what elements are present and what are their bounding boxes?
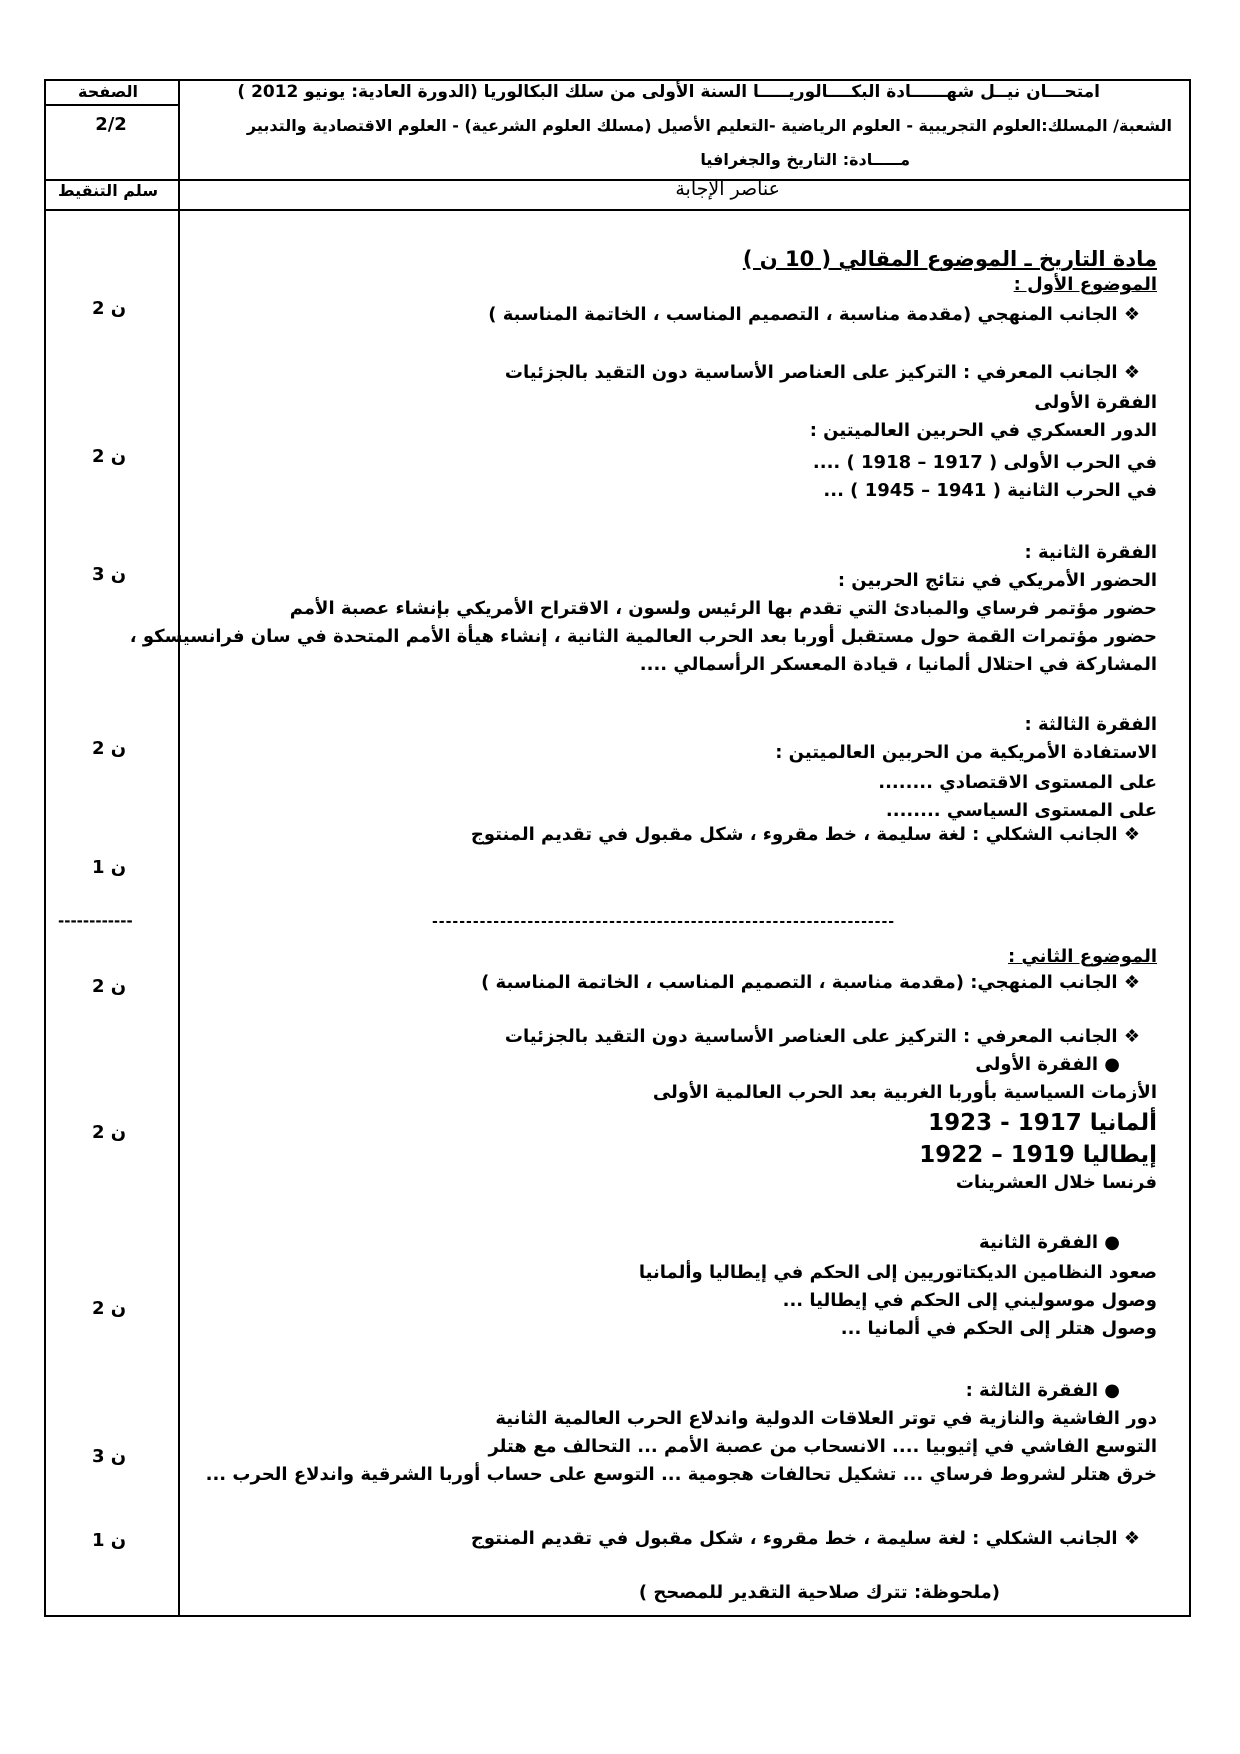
paragraph-line: ألمانيا 1917 - 1923 [928, 1110, 1157, 1136]
score-label: 3 ن [92, 1446, 127, 1467]
page-number: 2/2 [95, 114, 127, 135]
form-aspect: ❖ الجانب الشكلي : لغة سليمة ، خط مقروء ، شكل مقبول في تقديم المنتوج [470, 824, 1140, 845]
page-label: الصفحة [77, 82, 138, 101]
knowledge-aspect: ❖ الجانب المعرفي : التركيز على العناصر الأساسية دون التقيد بالجزئيات [504, 1026, 1140, 1047]
row-divider [46, 104, 178, 106]
paragraph-line: الاستفادة الأمريكية من الحربين العالميتين : [775, 742, 1157, 763]
score-label: 2 ن [92, 446, 127, 467]
row-divider [46, 209, 1189, 211]
exam-title: امتحـــان نيــل شهــــــادة البكــــالوريـــــا السنة الأولى من سلك البكالوريا (الدورة العادية: يونيو 2012 ) [237, 82, 1100, 102]
exam-stream: الشعبة/ المسلك:العلوم التجريبية - العلوم الرياضية -التعليم الأصيل (مسلك العلوم الشرعية) - العلوم الاقتصادية والتدبير [246, 116, 1172, 135]
scale-label: سلم التنقيط [57, 181, 159, 200]
paragraph-line: التوسع الفاشي في إثيوبيا .... الانسحاب من عصبة الأمم ... التحالف مع هتلر [488, 1436, 1157, 1457]
column-divider [178, 81, 180, 1615]
paragraph-line: فرنسا خلال العشرينات [955, 1172, 1157, 1193]
paragraph-line: دور الفاشية والنازية في توتر العلاقات الدولية واندلاع الحرب العالمية الثانية [495, 1408, 1157, 1429]
paragraph-line: إيطاليا 1919 – 1922 [919, 1142, 1157, 1168]
topic-two-heading: الموضوع الثاني : [1008, 946, 1157, 967]
exam-subject: مـــــادة: التاريخ والجغرافيا [700, 150, 910, 169]
paragraph-line: وصول هتلر إلى الحكم في ألمانيا ... [840, 1318, 1157, 1339]
method-aspect: ❖ الجانب المنهجي: (مقدمة مناسبة ، التصميم المناسب ، الخاتمة المناسبة ) [481, 972, 1140, 993]
score-label: 1 ن [92, 857, 127, 878]
score-separator: ------------ [58, 912, 133, 930]
section-divider: -------------------------------------------------------------------- [432, 914, 896, 930]
paragraph-line: المشاركة في احتلال ألمانيا ، قيادة المعسكر الرأسمالي .... [639, 654, 1157, 675]
score-label: 2 ن [92, 298, 127, 319]
paragraph-title: ● الفقرة الثالثة : [965, 1380, 1120, 1401]
paragraph-title: ● الفقرة الأولى [975, 1054, 1120, 1075]
paragraph-line: في الحرب الثانية ( 1941 – 1945 ) ... [823, 480, 1157, 501]
score-label: 3 ن [92, 564, 127, 585]
form-aspect: ❖ الجانب الشكلي : لغة سليمة ، خط مقروء ، شكل مقبول في تقديم المنتوج [470, 1528, 1140, 1549]
score-label: 2 ن [92, 738, 127, 759]
paragraph-line: على المستوى الاقتصادي ........ [878, 772, 1157, 793]
topic-one-heading: الموضوع الأول : [1013, 274, 1157, 295]
paragraph-line: الأزمات السياسية بأوربا الغربية بعد الحرب العالمية الأولى [652, 1082, 1157, 1103]
paragraph-title: ● الفقرة الثانية [979, 1232, 1120, 1253]
paragraph-line: صعود النظامين الديكتاتوريين إلى الحكم في إيطاليا وألمانيا [638, 1262, 1157, 1283]
method-aspect: ❖ الجانب المنهجي (مقدمة مناسبة ، التصميم المناسب ، الخاتمة المناسبة ) [488, 304, 1140, 325]
paragraph-line: حضور مؤتمرات القمة حول مستقبل أوربا بعد الحرب العالمية الثانية ، إنشاء هيأة الأمم المتحدة في سان فرانسيسكو ، [129, 626, 1157, 647]
paragraph-line: في الحرب الأولى ( 1917 – 1918 ) .... [812, 452, 1157, 473]
paragraph-title: الفقرة الثالثة : [1024, 714, 1157, 735]
paragraph-line: الحضور الأمريكي في نتائج الحربين : [837, 570, 1157, 591]
paragraph-line: وصول موسوليني إلى الحكم في إيطاليا ... [782, 1290, 1157, 1311]
paragraph-line: على المستوى السياسي ........ [885, 800, 1157, 821]
score-label: 1 ن [92, 1530, 127, 1551]
score-label: 2 ن [92, 976, 127, 997]
paragraph-line: حضور مؤتمر فرساي والمبادئ التي تقدم بها الرئيس ولسون ، الاقتراح الأمريكي بإنشاء عصبة الأمم [289, 598, 1157, 619]
paragraph-title: الفقرة الأولى [1034, 392, 1157, 413]
section-title: مادة التاريخ ـ الموضوع المقالي ( 10 ن ) [742, 247, 1157, 271]
note: (ملحوظة: تترك صلاحية التقدير للمصحح ) [638, 1582, 1000, 1603]
row-divider [46, 179, 1189, 181]
paragraph-line: الدور العسكري في الحربين العالميتين : [809, 420, 1157, 441]
paragraph-line: خرق هتلر لشروط فرساي ... تشكيل تحالفات هجومية ... التوسع على حساب أوربا الشرقية واندلاع الحرب ... [205, 1464, 1157, 1485]
score-label: 2 ن [92, 1298, 127, 1319]
paragraph-title: الفقرة الثانية : [1024, 542, 1157, 563]
knowledge-aspect: ❖ الجانب المعرفي : التركيز على العناصر الأساسية دون التقيد بالجزئيات [504, 362, 1140, 383]
answers-label: عناصر الإجابة [675, 178, 780, 200]
score-label: 2 ن [92, 1122, 127, 1143]
